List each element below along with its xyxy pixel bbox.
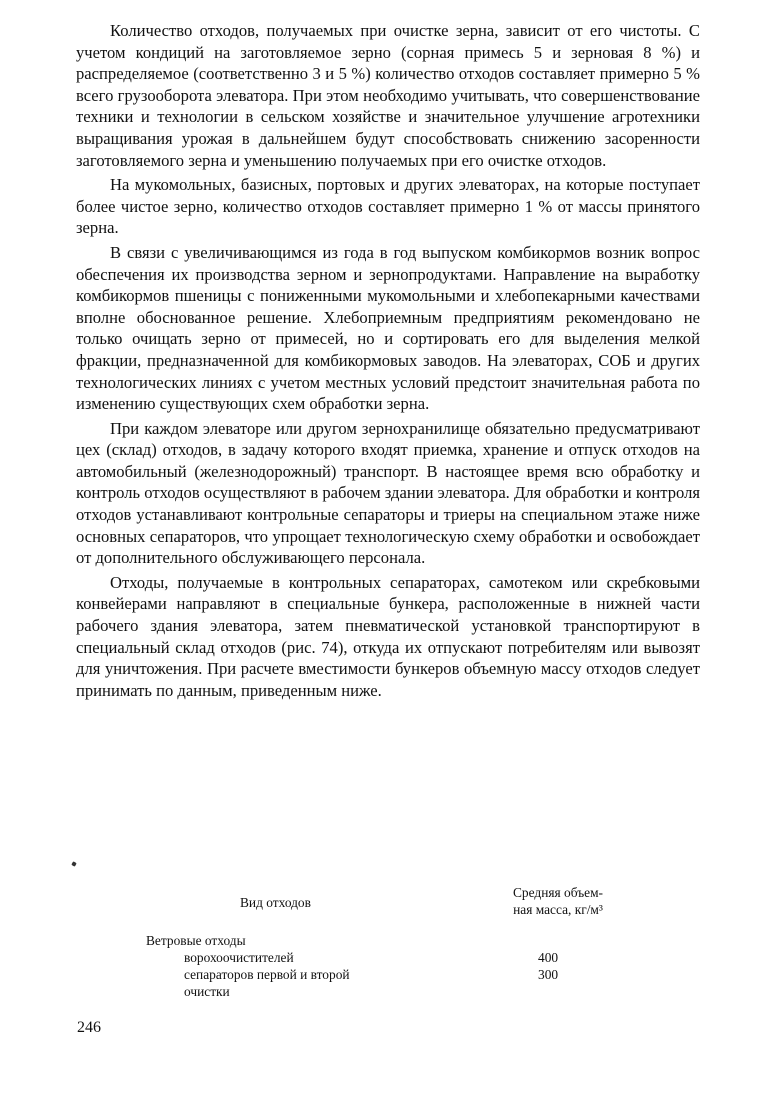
page-number: 246 xyxy=(77,1019,101,1036)
paragraph-4: При каждом элеваторе или другом зернохранилище обязательно предусматривают цех (склад) отходов, в задачу которого входят приемка, хранение и отпуск отходов на автомобильный (железнодорожный) транспорт. В настоящее время всю обработку и контроль отходов осуществляют в рабочем здании элеватора. Для обработки и контроля отходов устанавливают контрольные сепараторы и триеры на специальном этаже ниже основных сепараторов, что упрощает технологическую схему обработки и освобождает от дополнительного обслуживающего персонала. xyxy=(76,418,700,568)
table-row-label: очистки xyxy=(184,984,230,999)
table-row-label: ворохоочистителей xyxy=(184,950,294,965)
paragraph-2: На мукомольных, базисных, портовых и других элеваторах, на которые поступает более чистое зерно, количество отходов составляет примерно 1 % от массы принятого зерна. xyxy=(76,175,700,238)
page-body xyxy=(76,20,700,704)
table-row-value: 300 xyxy=(538,967,559,982)
table-row-value: 400 xyxy=(538,950,559,965)
table-group-heading: Ветровые отходы xyxy=(146,933,246,948)
column-header-mass-line-2: ная масса, кг/м³ xyxy=(513,902,603,917)
column-header-kind: Вид отходов xyxy=(240,895,311,910)
column-header-mass-line-1: Средняя объем- xyxy=(512,885,603,900)
table-row-label: сепараторов первой и второй xyxy=(184,967,350,982)
print-speck xyxy=(71,861,76,866)
paragraph-5: Отходы, получаемые в контрольных сепараторах, самотеком или скребковыми конвейерами направляют в специальные бункера, расположенные в нижней части рабочего здания элеватора, затем пневматической установкой транспортируют в специальный склад отходов (рис. 74), откуда их отпускают потребителям или вывозят для уничтожения. При расчете вместимости бункеров объемную массу отходов следует принимать по данным, приведенным ниже. xyxy=(76,572,700,700)
paragraph-3: В связи с увеличивающимся из года в год выпуском комбикормов возник вопрос обеспечения их производства зерном и зернопродуктами. Направление на выработку комбикормов пшеницы с пониженными мукомольными и хлебопекарными качествами вполне обоснованное решение. Хлебоприемным предприятиям рекомендовано не только очищать зерно от примесей, но и сортировать его для выделения мелкой фракции, предназначенной для комбикормовых заводов. На элеваторах, СОБ и других технологических линиях с учетом местных условий предстоит значительная работа по изменению существующих схем обработки зерна. xyxy=(76,242,700,414)
paragraph-1: Количество отходов, получаемых при очистке зерна, зависит от его чистоты. С учетом кондиций на заготовляемое зерно (сорная примесь 5 и зерновая 8 %) и распределяемое (соответственно 3 и 5 %) количество отходов составляет примерно 5 % всего грузооборота элеватора. При этом необходимо учитывать, что совершенствование техники и технологии в сельском хозяйстве и значительное улучшение агротехники выращивания урожая в дальнейшем будут способствовать снижению засоренности заготовляемого зерна и уменьшению получаемых при его очистке отходов. xyxy=(76,21,700,170)
column-header-mass xyxy=(488,884,628,918)
